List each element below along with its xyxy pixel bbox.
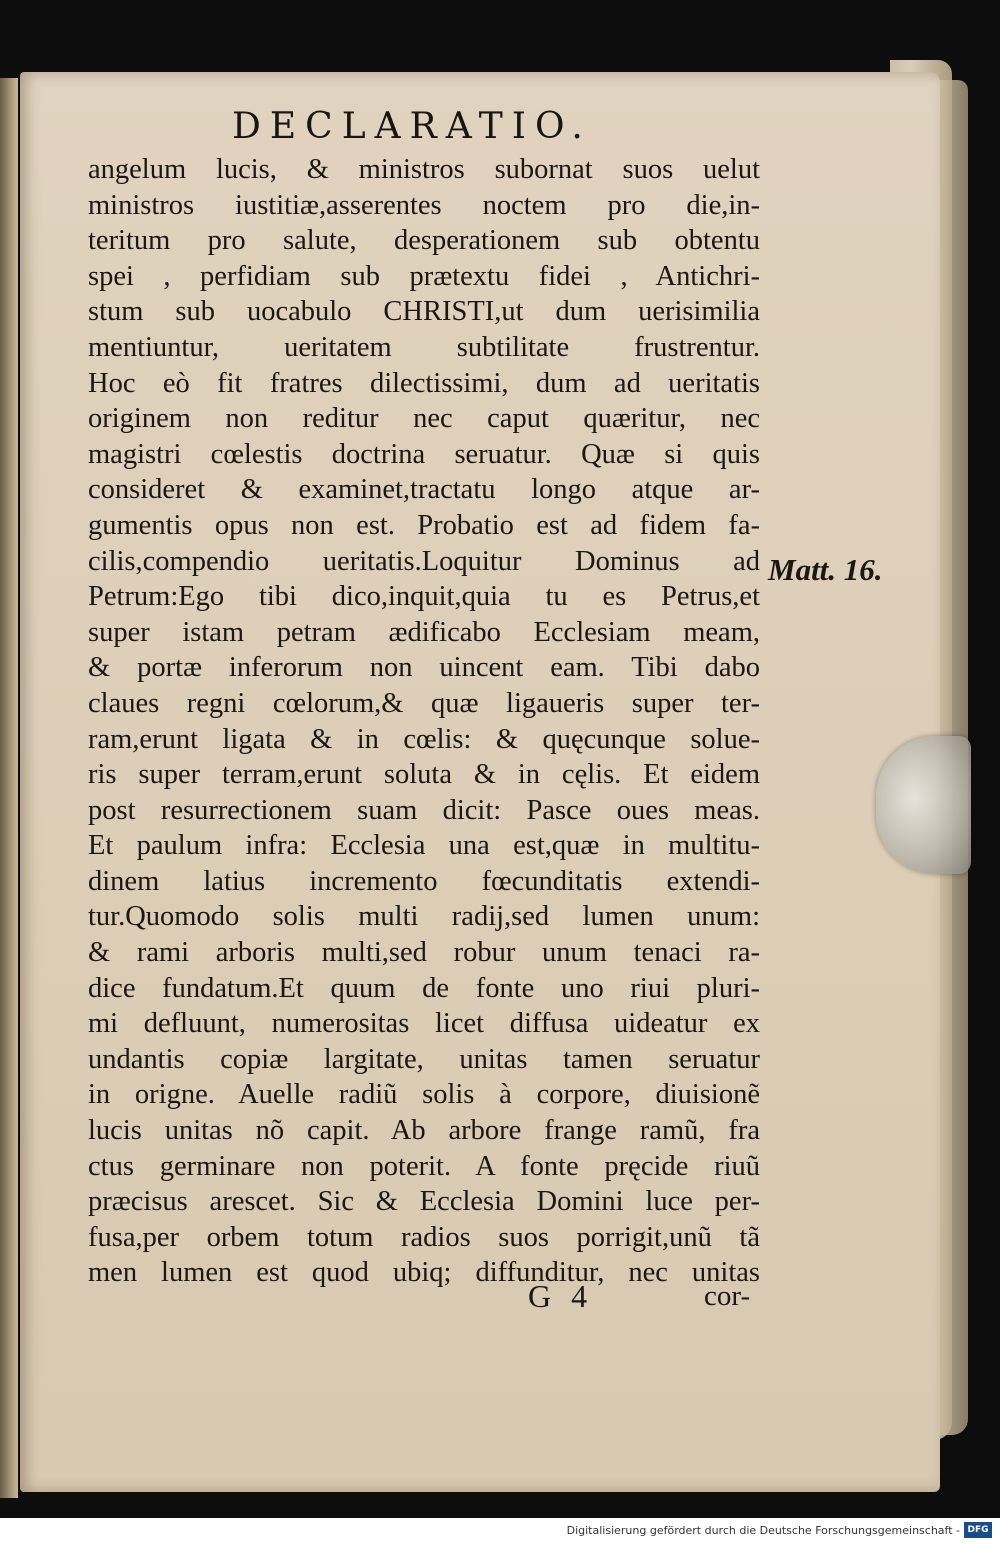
text-line: ram,erunt ligata & in cœlis: & quęcunque solue-: [88, 723, 760, 755]
text-line: stum sub uocabulo CHRISTI,ut dum uerisimilia: [88, 296, 760, 328]
text-line: consideret & examinet,tractatu longo atque ar-: [88, 474, 760, 506]
text-line: undantis copiæ largitate, unitas tamen seruatur: [88, 1043, 760, 1075]
signature-mark: G 4: [528, 1278, 594, 1314]
text-line: claues regni cœlorum,& quæ ligaueris super ter-: [88, 687, 760, 719]
text-line: tur.Quomodo solis multi radij,sed lumen unum:: [88, 901, 760, 933]
text-line: mentiuntur, ueritatem subtilitate frustrentur.: [88, 331, 760, 363]
text-line: dinem latius incremento fœcunditatis extendi-: [88, 865, 760, 897]
text-line: spei , perfidiam sub prætextu fidei , Antichri-: [88, 260, 760, 292]
dfg-logo-icon: DFG: [964, 1522, 992, 1538]
catchword: cor-: [704, 1280, 751, 1312]
text-line: originem non reditur nec caput quæritur, nec: [88, 403, 760, 435]
text-line: post resurrectionem suam dicit: Pasce oues meas.: [88, 794, 760, 826]
text-line: super istam petram ædificabo Ecclesiam meam,: [88, 616, 760, 648]
text-line: mi defluunt, numerositas licet diffusa uideatur ex: [88, 1008, 760, 1040]
text-line: & portæ inferorum non uincent eam. Tibi dabo: [88, 652, 760, 684]
text-line: lucis unitas nõ capit. Ab arbore frange ramũ, fra: [88, 1115, 760, 1147]
page-clip: [876, 736, 971, 874]
text-line: fusa,per orbem totum radios suos porrigit,unũ tã: [88, 1221, 760, 1253]
text-line: Et paulum infra: Ecclesia una est,quæ in multitu-: [88, 830, 760, 862]
binding-edge: [0, 78, 18, 1498]
text-line: Petrum:Ego tibi dico,inquit,quia tu es Petrus,et: [88, 581, 760, 613]
text-line: ctus germinare non poterit. A fonte pręcide riuũ: [88, 1150, 760, 1182]
text-line: teritum pro salute, desperationem sub obtentu: [88, 225, 760, 257]
body-text: [88, 152, 760, 1291]
text-line: dice fundatum.Et quum de fonte uno riui pluri-: [88, 972, 760, 1004]
text-line: cilis,compendio ueritatis.Loquitur Dominus ad: [88, 545, 760, 577]
text-line: & rami arboris multi,sed robur unum tenaci ra-: [88, 937, 760, 969]
text-line: Hoc eò fit fratres dilectissimi, dum ad ueritatis: [88, 367, 760, 399]
text-line: men lumen est quod ubiq; diffunditur, nec unitas: [88, 1257, 760, 1289]
margin-note: Matt. 16.: [768, 552, 883, 587]
running-head: DECLARATIO.: [232, 106, 592, 147]
text-line: in origne. Auelle radiũ solis à corpore, diuisionẽ: [88, 1079, 760, 1111]
text-line: ris super terram,erunt soluta & in cęlis. Et eidem: [88, 759, 760, 791]
text-line: ministros iustitiæ,asserentes noctem pro die,in-: [88, 189, 760, 221]
footer-credit: Digitalisierung gefördert durch die Deutsche Forschungsgemeinschaft -: [566, 1524, 960, 1537]
text-line: præcisus arescet. Sic & Ecclesia Domini luce per-: [88, 1186, 760, 1218]
text-line: magistri cœlestis doctrina seruatur. Quæ si quis: [88, 438, 760, 470]
text-line: angelum lucis, & ministros subornat suos uelut: [88, 154, 760, 185]
text-line: gumentis opus non est. Probatio est ad fidem fa-: [88, 509, 760, 541]
